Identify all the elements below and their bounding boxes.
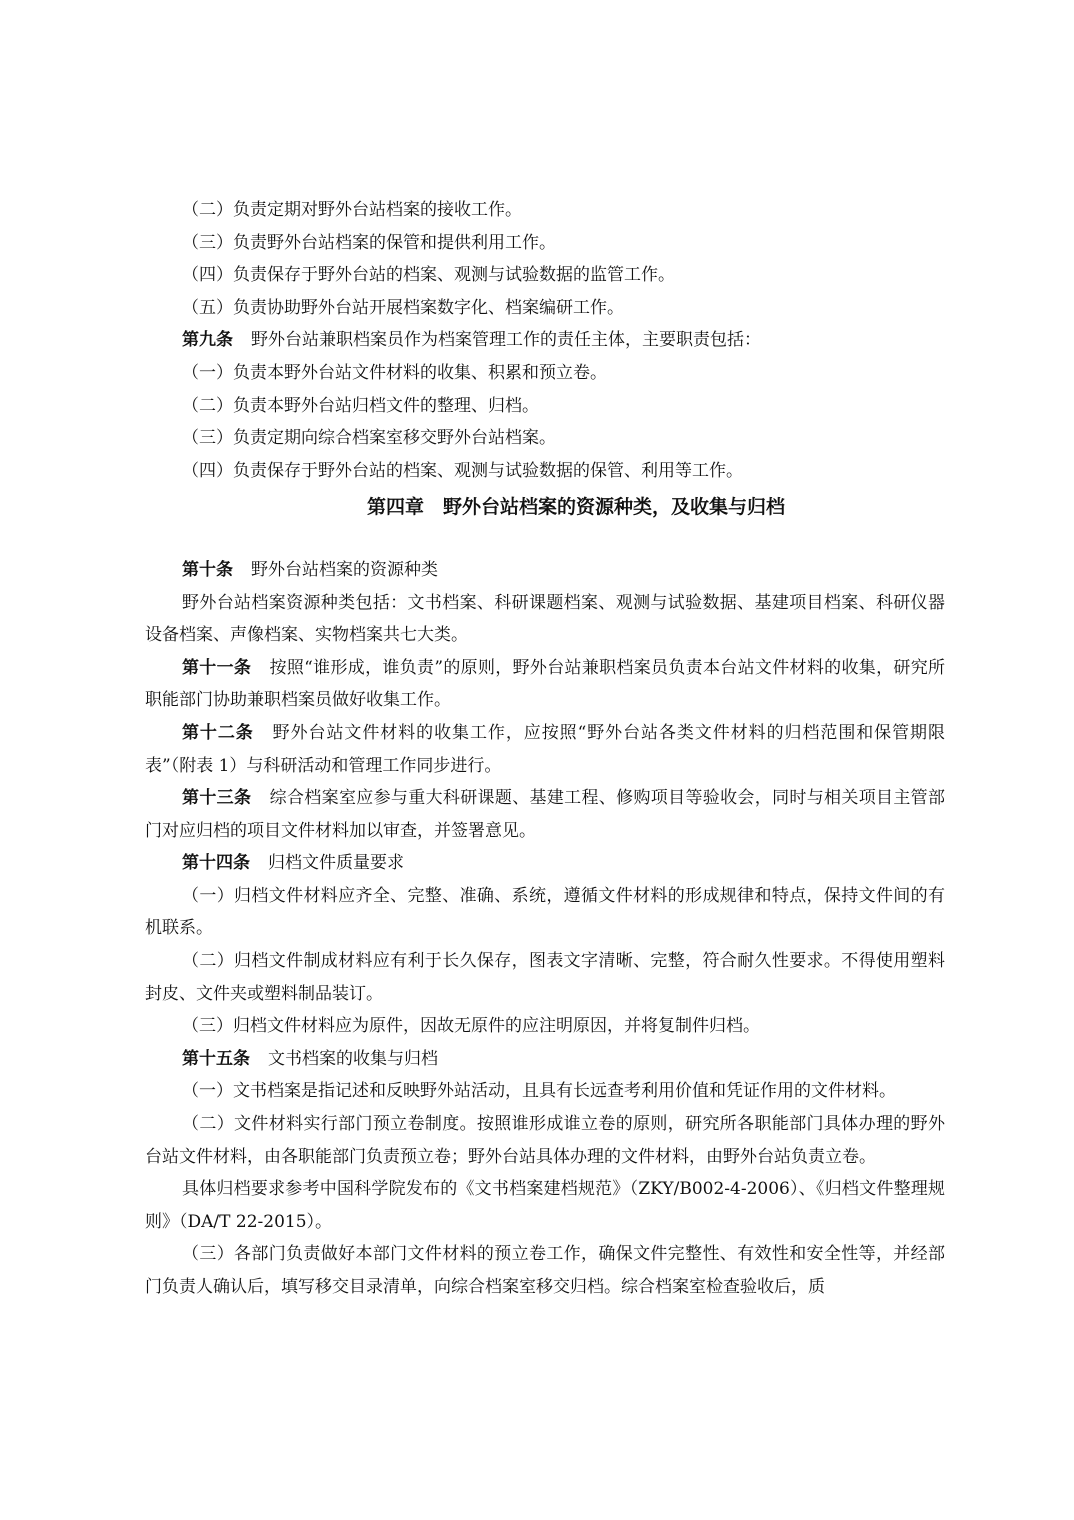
paragraph: （二）文件材料实行部门预立卷制度。按照谁形成谁立卷的原则，研究所各职能部门具体办理的野外台站文件材料，由各职能部门负责预立卷；野外台站具体办理的文件材料，由野外台站负责立卷。 <box>145 1114 945 1167</box>
list-item: （四）负责保存于野外台站的档案、观测与试验数据的监管工作。 <box>182 265 675 286</box>
article-9 <box>145 324 945 357</box>
paragraph: （一）归档文件材料应齐全、完整、准确、系统，遵循文件材料的形成规律和特点，保持文件间的有机联系。 <box>145 885 945 939</box>
document-page <box>145 194 945 1304</box>
article-text: 归档文件质量要求 <box>268 853 404 874</box>
list-item: （三）负责野外台站档案的保管和提供利用工作。 <box>182 232 556 253</box>
article-label: 第十五条 <box>182 1048 250 1069</box>
list-item: （二）负责本野外台站归档文件的整理、归档。 <box>182 395 539 416</box>
article-text: 野外台站兼职档案员作为档案管理工作的责任主体，主要职责包括： <box>251 330 761 351</box>
paragraph: （一）文书档案是指记述和反映野外站活动，且具有长远查考利用价值和凭证作用的文件材料。 <box>182 1081 896 1102</box>
article-label: 第十一条 <box>182 657 252 678</box>
article-15 <box>145 1043 945 1076</box>
list-item: （二）负责定期对野外台站档案的接收工作。 <box>182 200 522 220</box>
article-text: 野外台站档案的资源种类 <box>251 559 438 580</box>
article-text: 按照“谁形成，谁负责”的原则，野外台站兼职档案员负责本台站文件材料的收集，研究所职能部门协助兼职档案员做好收集工作。 <box>145 657 946 711</box>
article-text: 综合档案室应参与重大科研课题、基建工程、修购项目等验收会，同时与相关项目主管部门对应归档的项目文件材料加以审查，并签署意见。 <box>145 788 946 841</box>
paragraph: （二）归档文件制成材料应有利于长久保存，图表文字清晰、完整，符合耐久性要求。不得使用塑料封皮、文件夹或塑料制品装订。 <box>145 951 945 1004</box>
paragraph: （三）归档文件材料应为原件，因故无原件的应注明原因，并将复制件归档。 <box>182 1016 760 1037</box>
article-13 <box>145 782 945 847</box>
article-14 <box>145 847 945 880</box>
list-item: （三）负责定期向综合档案室移交野外台站档案。 <box>182 428 556 449</box>
list-item: （四）负责保存于野外台站的档案、观测与试验数据的保管、利用等工作。 <box>182 460 743 481</box>
article-label: 第九条 <box>182 330 233 351</box>
article-label: 第十四条 <box>182 853 250 874</box>
article-label: 第十二条 <box>182 722 254 743</box>
paragraph: （三）各部门负责做好本部门文件材料的预立卷工作，确保文件完整性、有效性和安全性等，并经部门负责人确认后，填写移交目录清单，向综合档案室移交归档。综合档案室检查验收后，质 <box>145 1244 945 1297</box>
list-item: （一）负责本野外台站文件材料的收集、积累和预立卷。 <box>182 362 607 383</box>
article-10 <box>145 554 945 587</box>
article-text: 文书档案的收集与归档 <box>268 1048 438 1069</box>
article-label: 第十条 <box>182 559 233 580</box>
list-item: （五）负责协助野外台站开展档案数字化、档案编研工作。 <box>182 297 624 318</box>
paragraph: 野外台站档案资源种类包括：文书档案、科研课题档案、观测与试验数据、基建项目档案、科研仪器设备档案、声像档案、实物档案共七大类。 <box>145 592 945 646</box>
article-12 <box>145 717 945 782</box>
article-11 <box>145 652 945 717</box>
paragraph: 具体归档要求参考中国科学院发布的《文书档案建档规范》（ZKY/B002-4-2006）、《归档文件整理规则》（DA/T 22-2015）。 <box>145 1179 945 1232</box>
article-text: 野外台站文件材料的收集工作，应按照“野外台站各类文件材料的归档范围和保管期限表”（附表 1）与科研活动和管理工作同步进行。 <box>145 722 945 776</box>
chapter-heading: 第四章 野外台站档案的资源种类，及收集与归档 <box>366 496 785 519</box>
article-label: 第十三条 <box>182 788 252 809</box>
